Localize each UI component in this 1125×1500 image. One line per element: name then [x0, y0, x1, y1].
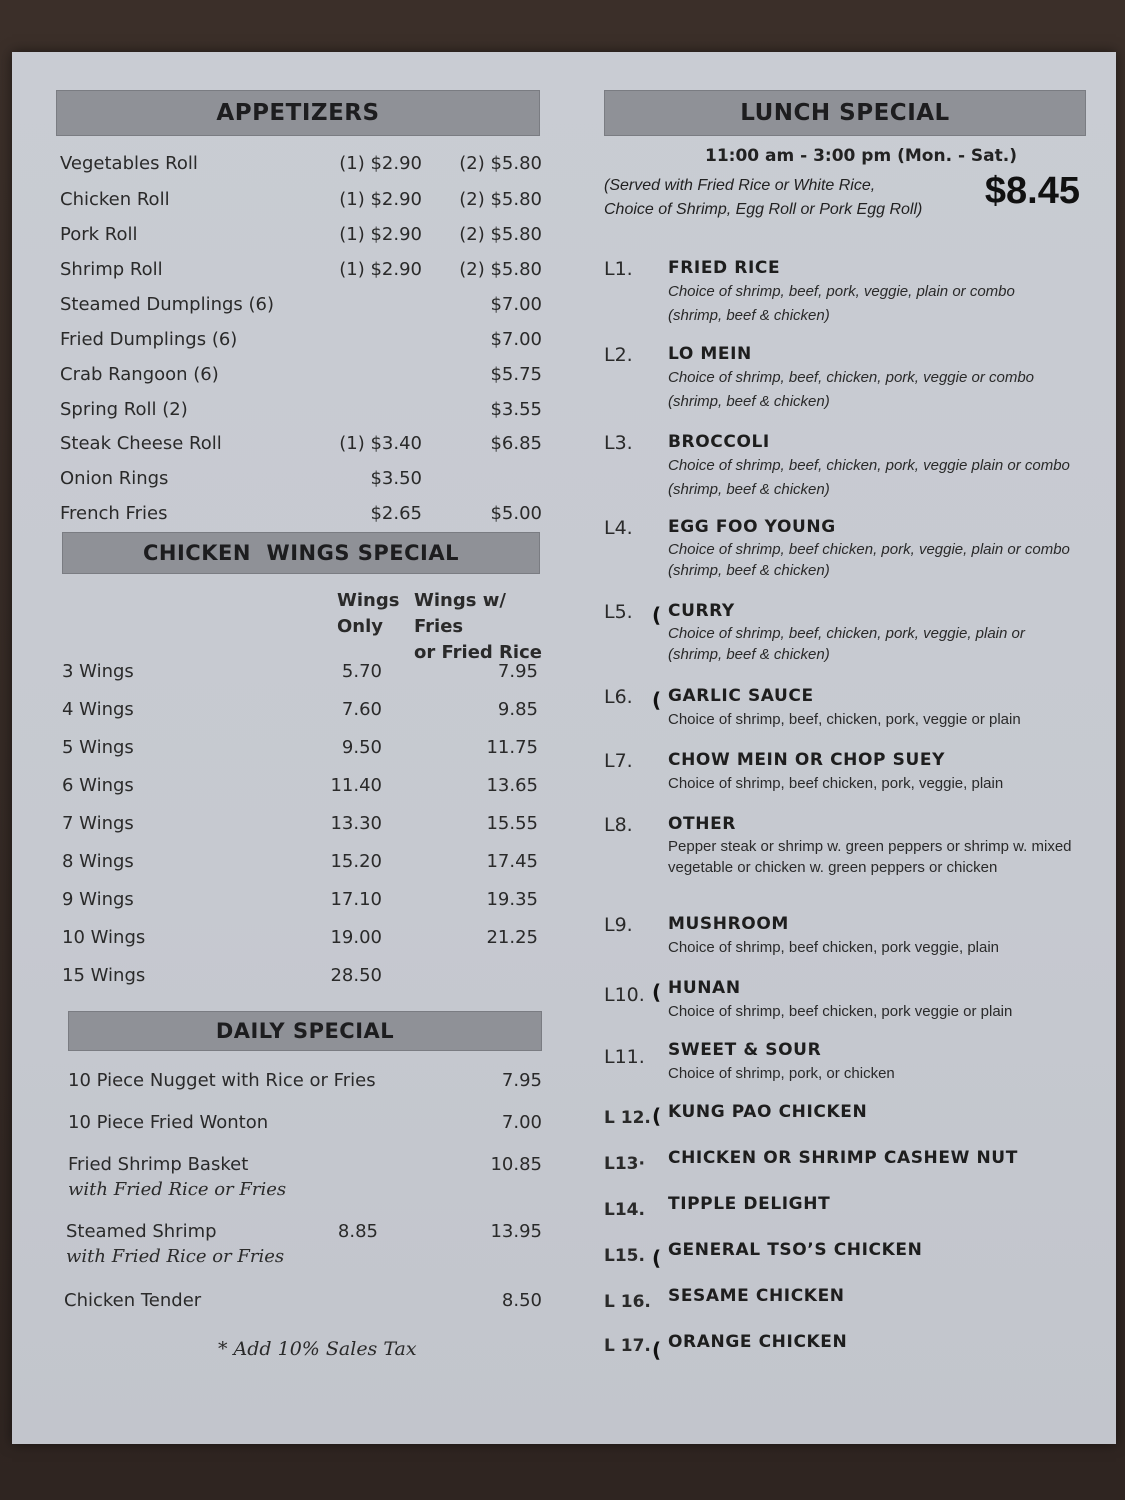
price-two: 13.95 [490, 1221, 542, 1242]
price-two: 9.85 [497, 699, 538, 720]
item-name: Shrimp Roll [60, 259, 163, 280]
desc-line: Choice of shrimp, pork, or chicken [668, 1065, 895, 1082]
price-two: $3.55 [490, 399, 542, 420]
appetizer-row [56, 259, 542, 289]
lunch-special-header [604, 90, 1086, 136]
desc-line: Choice of shrimp, beef, chicken, pork, veggie or plain [668, 711, 1021, 728]
item-title: TIPPLE DELIGHT [668, 1194, 831, 1214]
price-two: (2) $5.80 [459, 189, 542, 210]
item-number: L 12. [604, 1108, 651, 1128]
desc-line: Choice of shrimp, beef chicken, pork, veggie, plain or combo [668, 541, 1070, 558]
spicy-mark-icon: ( [652, 1246, 662, 1270]
desc-line: Choice of shrimp, beef, chicken, pork, veggie plain or combo [668, 457, 1070, 474]
desc-line: Choice of shrimp, beef chicken, pork, veggie, plain [668, 775, 1004, 792]
appetizer-row [56, 294, 542, 324]
desc-line: Choice of shrimp, beef, pork, veggie, plain or combo [668, 283, 1015, 300]
item-name: 9 Wings [62, 889, 134, 910]
item-description [668, 539, 1078, 581]
item-title: ORANGE CHICKEN [668, 1332, 848, 1352]
daily-row [56, 1112, 542, 1142]
appetizer-row [56, 364, 542, 394]
appetizer-row [56, 224, 542, 254]
desc-line: Choice of shrimp, beef chicken, pork veggie or plain [668, 1003, 1013, 1020]
item-name: Steamed Shrimp [66, 1221, 217, 1242]
wings-row [56, 965, 542, 995]
lunch-special-title: LUNCH SPECIAL [740, 100, 950, 126]
desc-line: Choice of shrimp, beef, chicken, pork, veggie, plain or [668, 625, 1025, 642]
served-line-1: (Served with Fried Rice or White Rice, [604, 177, 876, 194]
item-number: L9. [604, 914, 633, 936]
wings-row [56, 813, 542, 843]
sales-tax-note: * Add 10% Sales Tax [218, 1338, 417, 1360]
price-one: 7.60 [341, 699, 382, 720]
lunch-served-note [604, 174, 964, 222]
item-name: French Fries [60, 503, 168, 524]
wings-fries-line2: or Fried Rice [414, 642, 542, 663]
price-one: 28.50 [330, 965, 382, 986]
item-number: L3. [604, 432, 633, 454]
item-name: 15 Wings [62, 965, 146, 986]
item-name: Chicken Roll [60, 189, 170, 210]
price-two: $6.85 [490, 433, 542, 454]
lunch-hours: 11:00 am - 3:00 pm (Mon. - Sat.) [704, 146, 1017, 166]
item-number: L1. [604, 258, 633, 280]
item-name: 6 Wings [62, 775, 134, 796]
wings-row [56, 661, 542, 691]
item-title: CHOW MEIN OR CHOP SUEY [668, 750, 945, 770]
price-two: $5.75 [490, 364, 542, 385]
wings-only-line1: Wings [337, 590, 400, 611]
daily-item-subtitle: with Fried Rice or Fries [66, 1246, 285, 1267]
appetizer-row [56, 433, 542, 463]
wings-only-heading [337, 588, 399, 640]
item-title: MUSHROOM [668, 914, 789, 934]
item-name: Spring Roll (2) [60, 399, 188, 420]
wings-fries-line1: Wings w/ Fries [414, 590, 506, 637]
item-title: LO MEIN [668, 344, 752, 364]
appetizer-row [56, 153, 542, 183]
item-title: OTHER [668, 814, 736, 834]
price-two: 11.75 [486, 737, 538, 758]
item-name: Fried Shrimp Basket [68, 1154, 249, 1175]
item-description [668, 454, 1078, 502]
price-two: 13.65 [486, 775, 538, 796]
spicy-mark-icon: ( [652, 980, 662, 1004]
price-one: 17.10 [330, 889, 382, 910]
item-title: SESAME CHICKEN [668, 1286, 845, 1306]
price-two: 17.45 [486, 851, 538, 872]
desc-line: (shrimp, beef & chicken) [668, 481, 830, 498]
price-two: (2) $5.80 [459, 224, 542, 245]
wings-row [56, 699, 542, 729]
daily-row [56, 1290, 542, 1320]
spicy-mark-icon: ( [652, 1104, 662, 1128]
item-number: L13· [604, 1154, 645, 1174]
item-description [668, 708, 1078, 732]
item-number: L 16. [604, 1292, 651, 1312]
item-description [668, 936, 1078, 960]
wings-row [56, 889, 542, 919]
item-name: Vegetables Roll [60, 153, 198, 174]
price-two: $7.00 [490, 329, 542, 350]
item-description [668, 623, 1078, 665]
item-name: Pork Roll [60, 224, 138, 245]
item-number: L 17. [604, 1336, 651, 1356]
item-title: EGG FOO YOUNG [668, 517, 836, 537]
price-one: (1) $2.90 [339, 189, 422, 210]
item-name: 10 Piece Fried Wonton [68, 1112, 269, 1133]
daily-special-header [68, 1011, 542, 1051]
item-title: BROCCOLI [668, 432, 770, 452]
item-name: 7 Wings [62, 813, 134, 834]
item-number: L4. [604, 517, 633, 539]
price-two: 7.95 [497, 661, 538, 682]
item-name: 8 Wings [62, 851, 134, 872]
wings-fries-heading [414, 588, 542, 666]
price-one: 19.00 [330, 927, 382, 948]
price-two: 15.55 [486, 813, 538, 834]
price-two: $7.00 [490, 294, 542, 315]
spicy-mark-icon: ( [652, 603, 662, 627]
wings-row [56, 737, 542, 767]
item-title: CURRY [668, 601, 735, 621]
appetizers-title: APPETIZERS [216, 100, 380, 126]
item-number: L11. [604, 1046, 645, 1068]
wings-title: CHICKEN WINGS SPECIAL [143, 541, 459, 565]
price-one: $2.65 [370, 503, 422, 524]
item-title: HUNAN [668, 978, 741, 998]
price-one: 9.50 [341, 737, 382, 758]
desc-line: Choice of shrimp, beef, chicken, pork, veggie or combo [668, 369, 1035, 386]
item-number: L8. [604, 814, 633, 836]
price-two: 7.95 [501, 1070, 542, 1091]
item-title: SWEET & SOUR [668, 1040, 822, 1060]
item-title: GARLIC SAUCE [668, 686, 814, 706]
price-one: (1) $3.40 [339, 433, 422, 454]
wings-row [56, 851, 542, 881]
item-description [668, 1000, 1078, 1024]
price-one: 15.20 [330, 851, 382, 872]
daily-special-title: DAILY SPECIAL [215, 1019, 395, 1043]
price-two: (2) $5.80 [459, 259, 542, 280]
desc-line: (shrimp, beef & chicken) [668, 562, 830, 579]
price-two: 10.85 [490, 1154, 542, 1175]
appetizer-row [56, 468, 542, 498]
item-number: L6. [604, 686, 633, 708]
price-one: (1) $2.90 [339, 259, 422, 280]
price-one: (1) $2.90 [339, 224, 422, 245]
desc-line: Pepper steak or shrimp w. green peppers or shrimp w. mixed [668, 838, 1072, 855]
price-two: (2) $5.80 [459, 153, 542, 174]
item-name: Steak Cheese Roll [60, 433, 222, 454]
item-name: 4 Wings [62, 699, 134, 720]
item-name: 3 Wings [62, 661, 134, 682]
wings-row [56, 927, 542, 957]
item-name: 10 Wings [62, 927, 146, 948]
appetizer-row [56, 189, 542, 219]
appetizer-row [56, 503, 542, 533]
item-description [668, 366, 1078, 414]
item-name: Crab Rangoon (6) [60, 364, 219, 385]
price-two: $5.00 [490, 503, 542, 524]
desc-line: (shrimp, beef & chicken) [668, 393, 830, 410]
desc-line: (shrimp, beef & chicken) [668, 307, 830, 324]
item-number: L2. [604, 344, 633, 366]
appetizer-row [56, 329, 542, 359]
wings-row [56, 775, 542, 805]
spicy-mark-icon: ( [652, 688, 662, 712]
menu-sheet [12, 52, 1116, 1444]
wings-only-line2: Only [337, 616, 384, 637]
item-description [668, 1062, 1078, 1086]
item-name: Steamed Dumplings (6) [60, 294, 275, 315]
item-name: Chicken Tender [64, 1290, 202, 1311]
lunch-price: $8.45 [984, 170, 1080, 212]
desc-line: (shrimp, beef & chicken) [668, 646, 830, 663]
item-description [668, 836, 1078, 878]
price-two: 19.35 [486, 889, 538, 910]
price-one: (1) $2.90 [339, 153, 422, 174]
item-number: L15. [604, 1246, 645, 1266]
item-name: 10 Piece Nugget with Rice or Fries [68, 1070, 376, 1091]
price-one: 8.85 [337, 1221, 378, 1242]
price-one: $3.50 [370, 468, 422, 489]
price-one: 13.30 [330, 813, 382, 834]
item-number: L5. [604, 601, 633, 623]
desc-line: vegetable or chicken w. green peppers or chicken [668, 859, 998, 876]
daily-item-subtitle: with Fried Rice or Fries [68, 1179, 287, 1200]
item-title: FRIED RICE [668, 258, 781, 278]
item-title: KUNG PAO CHICKEN [668, 1102, 868, 1122]
item-number: L7. [604, 750, 633, 772]
price-two: 8.50 [501, 1290, 542, 1311]
item-title: GENERAL TSO’S CHICKEN [668, 1240, 923, 1260]
item-name: 5 Wings [62, 737, 134, 758]
appetizers-header [56, 90, 540, 136]
wings-header [62, 532, 540, 574]
item-name: Onion Rings [60, 468, 169, 489]
price-two: 21.25 [486, 927, 538, 948]
item-title: CHICKEN OR SHRIMP CASHEW NUT [668, 1148, 1018, 1168]
item-name: Fried Dumplings (6) [60, 329, 238, 350]
price-one: 5.70 [341, 661, 382, 682]
daily-row [56, 1070, 542, 1100]
appetizer-row [56, 399, 542, 429]
price-one: 11.40 [330, 775, 382, 796]
served-line-2: Choice of Shrimp, Egg Roll or Pork Egg Roll) [604, 201, 923, 218]
item-number: L14. [604, 1200, 645, 1220]
item-description [668, 772, 1078, 796]
desc-line: Choice of shrimp, beef chicken, pork veggie, plain [668, 939, 1000, 956]
spicy-mark-icon: ( [652, 1338, 662, 1362]
item-description [668, 280, 1078, 328]
item-number: L10. [604, 984, 645, 1006]
price-two: 7.00 [501, 1112, 542, 1133]
